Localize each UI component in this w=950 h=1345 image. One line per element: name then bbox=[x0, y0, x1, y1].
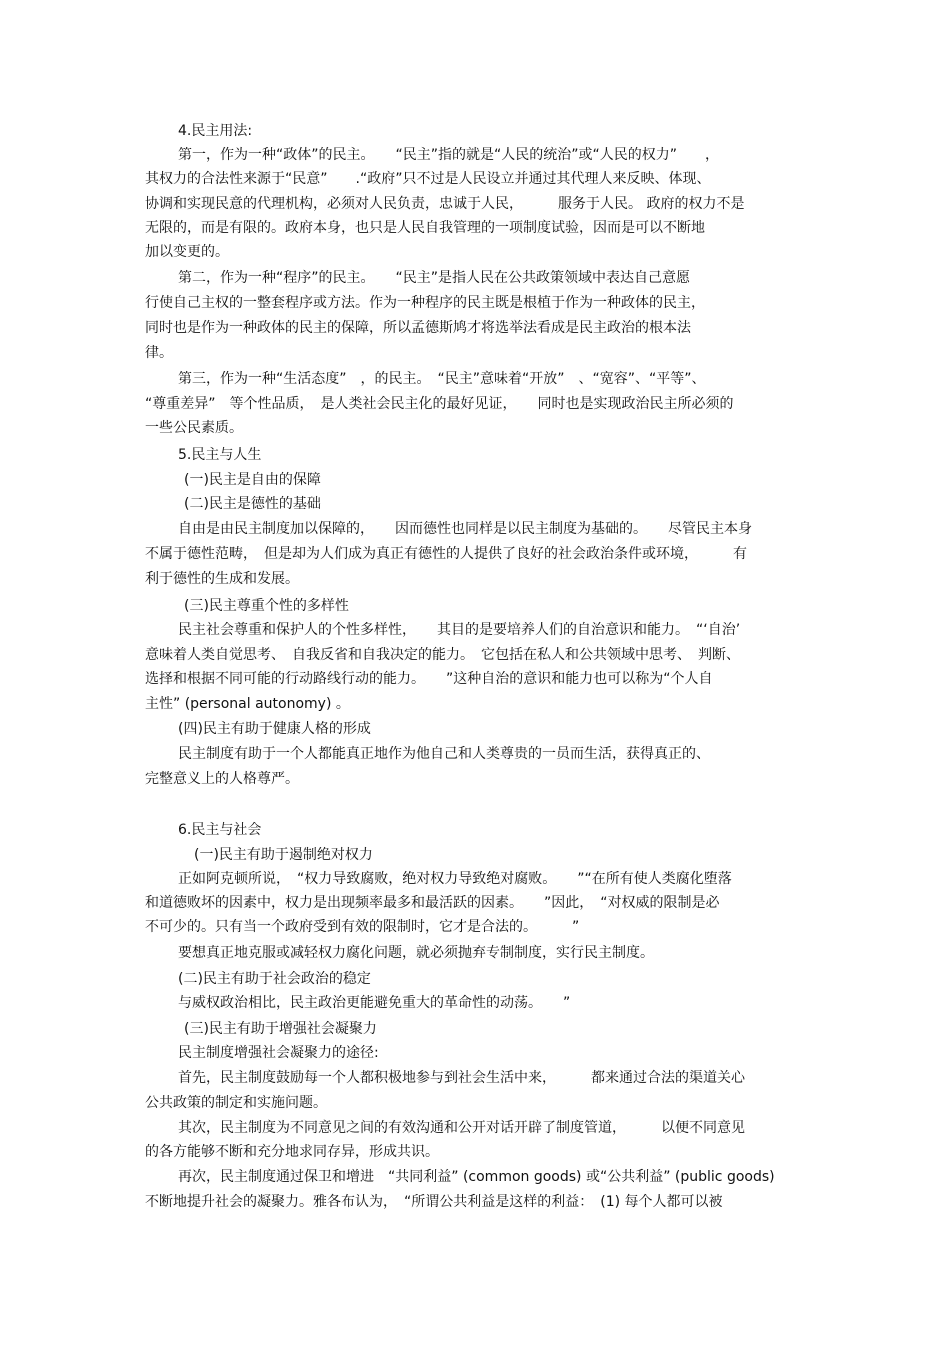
paragraph-line: 律。 bbox=[145, 345, 173, 361]
paragraph-line: 不属于德性范畴， 但是却为人们成为真正有德性的人提供了良好的社会政治条件或环境， 有 bbox=[145, 546, 747, 562]
paragraph-line: 其次，民主制度为不同意见之间的有效沟通和公开对话开辟了制度管道， 以便不同意见 bbox=[178, 1120, 745, 1136]
paragraph-line: 首先，民主制度鼓励每一个人都积极地参与到社会生活中来， 都来通过合法的渠道关心 bbox=[178, 1070, 745, 1086]
paragraph-line: 选择和根据不同可能的行动路线行动的能力。 ”这种自治的意识和能力也可以称为“个人自 bbox=[145, 671, 713, 687]
paragraph-line: 一些公民素质。 bbox=[145, 420, 243, 436]
paragraph-line: 完整意义上的人格尊严。 bbox=[145, 771, 299, 787]
paragraph-line: 的各方能够不断和充分地求同存异，形成共识。 bbox=[145, 1144, 439, 1160]
paragraph-line: 意味着人类自觉思考、 自我反省和自我决定的能力。 它包括在私人和公共领域中思考、 判断、 bbox=[145, 647, 740, 663]
paragraph-line: 其权力的合法性来源于“民意” .“政府”只不过是人民设立并通过其代理人来反映、体现、 bbox=[145, 171, 711, 187]
subheading: (二)民主有助于社会政治的稳定 bbox=[178, 971, 371, 987]
paragraph-line: “尊重差异” 等个性品质， 是人类社会民主化的最好见证， 同时也是实现政治民主所必须的 bbox=[145, 396, 734, 412]
paragraph-line: 第三，作为一种“生活态度” ，的民主。 “民主”意味着“开放” 、“宽容”、“平等”、 bbox=[178, 371, 706, 387]
paragraph-line: 同时也是作为一种政体的民主的保障，所以孟德斯鸠才将选举法看成是民主政治的根本法 bbox=[145, 320, 691, 336]
paragraph-line: 要想真正地克服或减轻权力腐化问题，就必须抛弃专制制度，实行民主制度。 bbox=[178, 945, 654, 961]
paragraph-line: 不断地提升社会的凝聚力。雅各布认为， “所谓公共利益是这样的利益： (1) 每个人都可以被 bbox=[145, 1194, 723, 1210]
paragraph-line: 利于德性的生成和发展。 bbox=[145, 571, 299, 587]
heading-democracy-and-society: 6.民主与社会 bbox=[178, 822, 262, 838]
subheading: (三)民主有助于增强社会凝聚力 bbox=[184, 1021, 377, 1037]
paragraph-line: 第一，作为一种“政体”的民主。 “民主”指的就是“人民的统治”或“人民的权力” ， bbox=[178, 147, 720, 163]
paragraph-line: 民主社会尊重和保护人的个性多样性， 其目的是要培养人们的自治意识和能力。 “‘自治’ bbox=[178, 622, 741, 638]
subheading: (四)民主有助于健康人格的形成 bbox=[178, 721, 371, 737]
paragraph-line: 民主制度有助于一个人都能真正地作为他自己和人类尊贵的一员而生活，获得真正的、 bbox=[178, 746, 710, 762]
paragraph-line: 和道德败坏的因素中，权力是出现频率最多和最活跃的因素。 ”因此， “对权威的限制是必 bbox=[145, 895, 720, 911]
subheading: (一)民主有助于遏制绝对权力 bbox=[194, 847, 373, 863]
paragraph-line: 加以变更的。 bbox=[145, 244, 229, 260]
heading-democracy-and-life: 5.民主与人生 bbox=[178, 447, 262, 463]
paragraph-line: 第二，作为一种“程序”的民主。 “民主”是指人民在公共政策领域中表达自己意愿 bbox=[178, 270, 691, 286]
subheading: (一)民主是自由的保障 bbox=[184, 472, 321, 488]
subheading: (三)民主尊重个性的多样性 bbox=[184, 598, 349, 614]
paragraph-line: 行使自己主权的一整套程序或方法。作为一种程序的民主既是根植于作为一种政体的民主， bbox=[145, 295, 705, 311]
paragraph-line: 民主制度增强社会凝聚力的途径: bbox=[178, 1045, 379, 1061]
paragraph-line: 主性” (personal autonomy) 。 bbox=[145, 696, 350, 712]
paragraph-line: 协调和实现民意的代理机构，必须对人民负责，忠诚于人民， 服务于人民。 政府的权力不是 bbox=[145, 196, 745, 212]
paragraph-line: 公共政策的制定和实施问题。 bbox=[145, 1095, 327, 1111]
paragraph-line: 正如阿克顿所说， “权力导致腐败，绝对权力导致绝对腐败。 ”“在所有使人类腐化堕落 bbox=[178, 871, 732, 887]
paragraph-line: 不可少的。只有当一个政府受到有效的限制时，它才是合法的。 ” bbox=[145, 919, 580, 935]
paragraph-line: 与威权政治相比，民主政治更能避免重大的革命性的动荡。 ” bbox=[178, 995, 571, 1011]
subheading: (二)民主是德性的基础 bbox=[184, 496, 321, 512]
paragraph-line: 再次，民主制度通过保卫和增进 “共同利益” (common goods) 或“公共利益” (public goods) bbox=[178, 1169, 775, 1185]
paragraph-line: 自由是由民主制度加以保障的， 因而德性也同样是以民主制度为基础的。 尽管民主本身 bbox=[178, 521, 752, 537]
heading-democracy-usage: 4.民主用法: bbox=[178, 123, 253, 139]
paragraph-line: 无限的，而是有限的。政府本身，也只是人民自我管理的一项制度试验，因而是可以不断地 bbox=[145, 220, 705, 236]
